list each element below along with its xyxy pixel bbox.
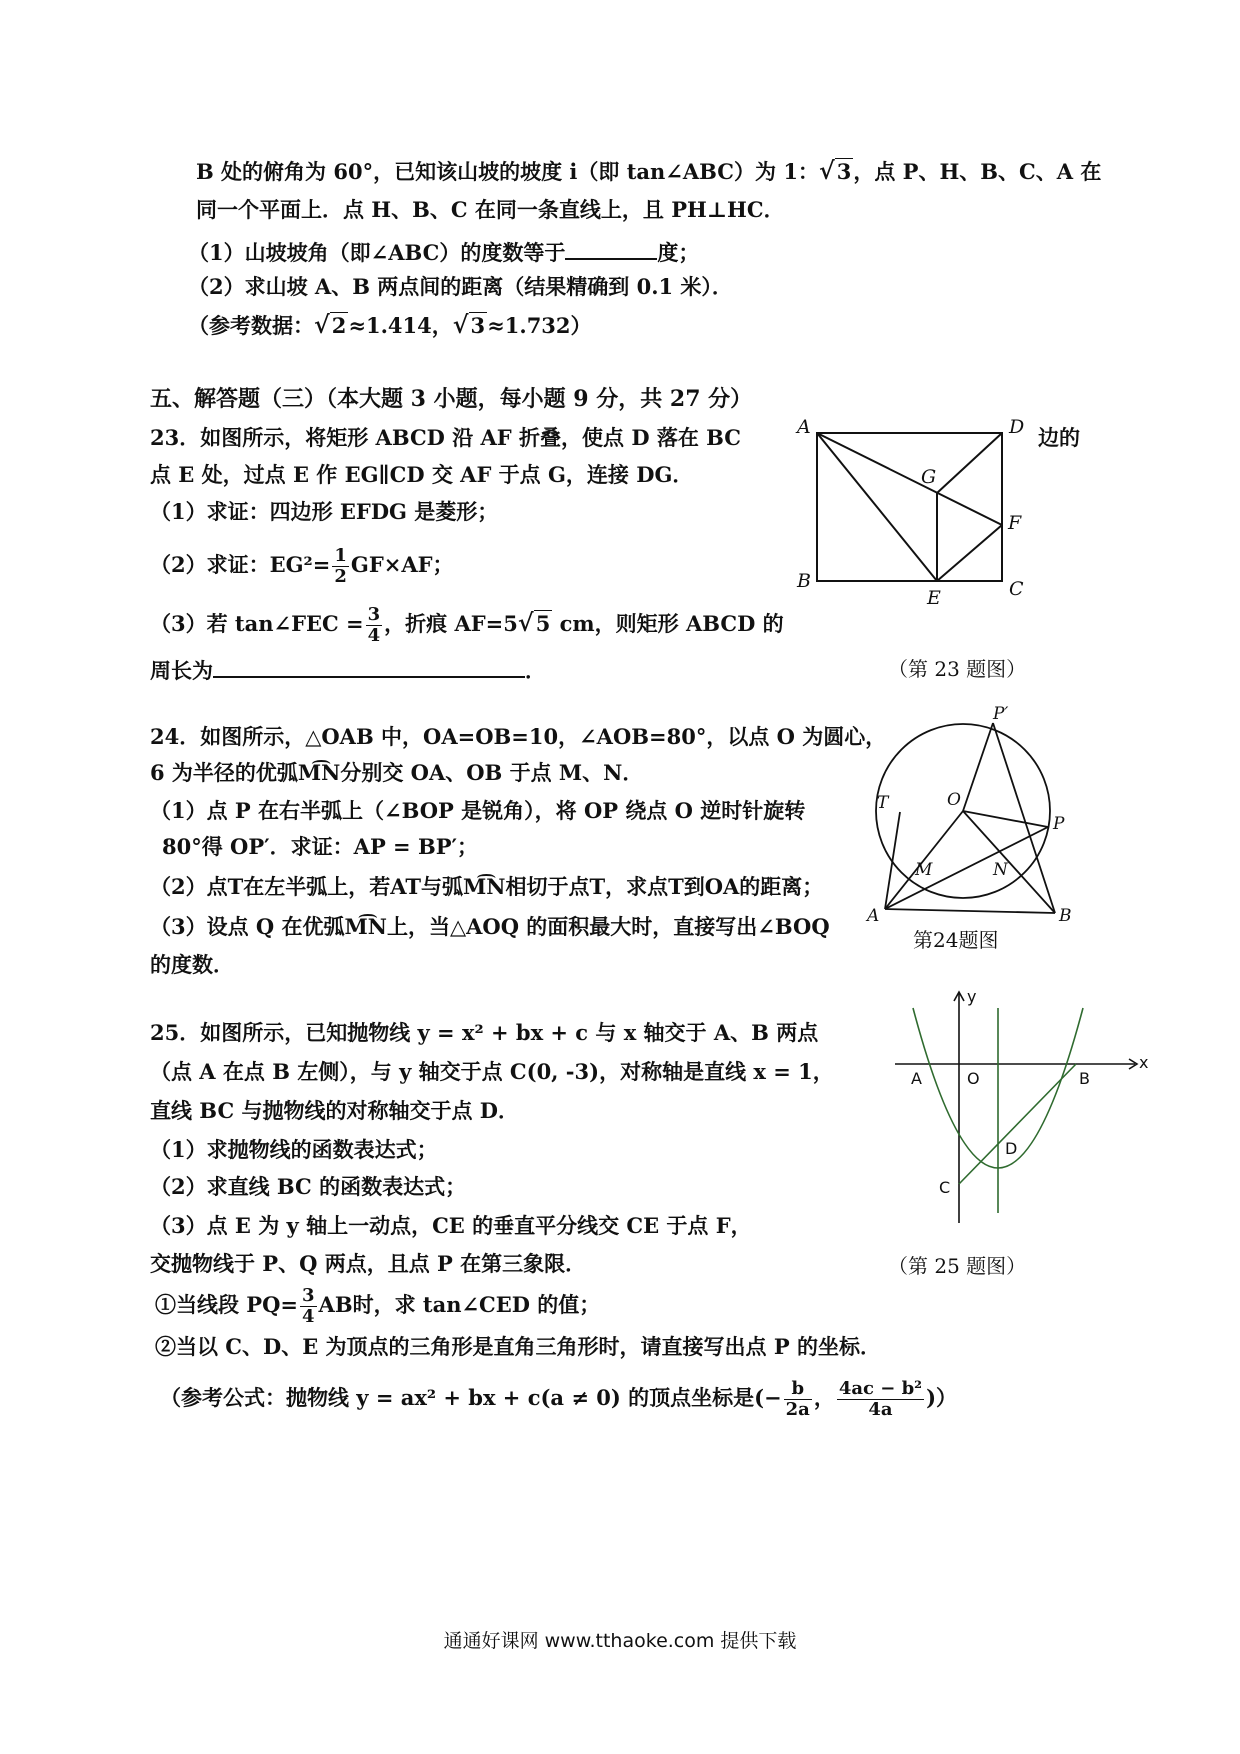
q25-sub1 [155, 1278, 600, 1332]
q23-line1-tail: 边的 [1038, 425, 1080, 450]
q23-rect [817, 433, 1002, 581]
q25-sub1-text: ①当线段 PQ= [155, 1292, 298, 1317]
q23-part2-text-b: GF×AF； [350, 552, 454, 577]
q25-line2: （点 A 在点 B 左侧），与 y 轴交于点 C(0, -3)，对称轴是直线 x = 1， [150, 1059, 834, 1084]
q24-segment-ab [885, 909, 1055, 913]
q22-line2: 同一个平面上．点 H、B、C 在同一条直线上，且 PH⊥HC． [196, 197, 785, 222]
q23-line-ef [937, 525, 1002, 581]
q22-sqrt3: √3 [818, 156, 852, 185]
q24-line2: 6 为半径的优弧M͡N分别交 OA、OB 于点 M、N． [150, 760, 644, 785]
q25-label-d: D [1005, 1139, 1018, 1158]
q23-part3-text-c: cm，则矩形 ABCD 的 [552, 611, 784, 636]
q25-formula-comma: ， [813, 1385, 835, 1410]
q24-part1b: 80°得 OP′．求证：AP = BP′； [162, 834, 479, 859]
q23-perimeter [150, 654, 546, 686]
q25-label-y: y [967, 988, 977, 1006]
q23-part3 [150, 596, 784, 650]
q22-line1 [196, 156, 1101, 187]
q23-figure [795, 415, 1030, 605]
q22-ref-sqrt2: √2 [314, 310, 347, 339]
q25-part3b: 交抛物线于 P、Q 两点，且点 P 在第三象限． [150, 1251, 587, 1276]
q25-caption: （第 25 题图） [888, 1254, 1027, 1278]
q25-label-o: O [967, 1069, 980, 1088]
q25-label-x: x [1139, 1053, 1149, 1072]
q25-part1: （1）求抛物线的函数表达式； [150, 1137, 438, 1162]
q24-label-m: M [915, 860, 933, 880]
q25-formula [160, 1370, 957, 1426]
q22-line1-text-b: ，点 P、H、B、C、A 在 [853, 159, 1102, 184]
q23-part3-text: （3）若 tan∠FEC = [150, 611, 364, 636]
q23-part2 [150, 540, 454, 590]
q24-label-p: P [1053, 814, 1065, 834]
q25-part3: （3）点 E 为 y 轴上一动点，CE 的垂直平分线交 CE 于点 F， [150, 1213, 752, 1238]
q25-sub2: ②当以 C、D、E 为顶点的三角形是直角三角形时，请直接写出点 P 的坐标． [155, 1334, 881, 1359]
q22-ref-sqrt3: √3 [452, 310, 486, 339]
q24-figure [855, 705, 1080, 930]
q23-line-gd [937, 433, 1002, 493]
q22-ref-text: （参考数据： [188, 313, 314, 338]
q23-part2-text: （2）求证：EG²= [150, 552, 331, 577]
q24-label-o: O [947, 790, 961, 810]
q24-part1a: （1）点 P 在右半弧上（∠BOP 是锐角），将 OP 绕点 O 逆时针旋转 [150, 798, 806, 823]
q23-line2: 点 E 处，过点 E 作 EG∥CD 交 AF 于点 G，连接 DG． [150, 462, 694, 487]
q23-sqrt5: √5 [517, 608, 551, 637]
q24-line1: 24．如图所示，△OAB 中，OA=OB=10，∠AOB=80°，以点 O 为圆心， [150, 724, 887, 749]
q23-perimeter-text: 周长为 [150, 658, 213, 683]
q25-frac-34: $\frac{3}{4}$ [302, 1285, 315, 1327]
q23-frac-34: $\frac{3}{4}$ [367, 604, 381, 646]
q22-part1-unit: 度； [657, 240, 700, 265]
q23-label-c: C [1009, 578, 1024, 600]
q25-part2: （2）求直线 BC 的函数表达式； [150, 1174, 467, 1199]
q25-label-c: C [939, 1178, 951, 1197]
q23-caption: （第 23 题图） [888, 657, 1027, 681]
section5-heading: 五、解答题（三）（本大题 3 小题，每小题 9 分，共 27 分） [150, 386, 753, 412]
q24-segment-op2 [963, 723, 993, 811]
q23-label-a: A [797, 416, 811, 438]
q24-label-n: N [993, 860, 1008, 880]
q23-frac-half: $\frac{1}{2}$ [334, 545, 347, 587]
q24-label-t: T [877, 793, 889, 813]
page-footer: 通通好课网 www.tthaoke.com 提供下载 [443, 1630, 797, 1652]
q24-part3a: （3）设点 Q 在优弧M͡N上，当△AOQ 的面积最大时，直接写出∠BOQ [150, 914, 830, 939]
q24-part2: （2）点T在左半弧上，若AT与弧M͡N相切于点T，求点T到OA的距离； [150, 874, 824, 899]
q24-segment-ap [885, 827, 1048, 909]
q25-label-b: B [1079, 1069, 1090, 1088]
q24-segment-at [885, 812, 900, 909]
q23-part1: （1）求证：四边形 EFDG 是菱形； [150, 499, 499, 524]
q25-formula-end: )） [926, 1385, 957, 1410]
q23-perimeter-end: ． [525, 658, 546, 683]
q25-frac-vertex-x: $\frac{b}{2a}$ [785, 1378, 810, 1420]
q25-frac-vertex-y: $\frac{\text{4ac − b²}}{4a}$ [838, 1378, 923, 1420]
q25-figure [895, 988, 1150, 1238]
q22-line1-text: B 处的俯角为 60°，已知该山坡的坡度 i（即 tan∠ABC）为 1： [196, 159, 819, 184]
q23-label-f: F [1008, 512, 1022, 534]
q22-ref-text-b: ≈1.414， [348, 313, 453, 338]
q23-label-d: D [1009, 416, 1025, 438]
q22-answer-blank[interactable] [565, 236, 657, 260]
q22-part2: （2）求山坡 A、B 两点间的距离（结果精确到 0.1 米）． [188, 274, 733, 299]
q22-part1-text: （1）山坡坡角（即∠ABC）的度数等于 [188, 240, 566, 265]
q24-caption: 第24题图 [913, 928, 999, 952]
q22-ref-text-c: ≈1.732） [487, 313, 592, 338]
q24-label-p-prime: P′ [993, 705, 1009, 724]
q23-line1: 23．如图所示，将矩形 ABCD 沿 AF 折叠，使点 D 落在 BC [150, 425, 742, 450]
q24-label-b: B [1059, 906, 1072, 926]
q25-line3: 直线 BC 与抛物线的对称轴交于点 D． [150, 1098, 519, 1123]
q23-label-g: G [921, 466, 937, 488]
q22-ref [188, 310, 592, 341]
q25-line1: 25．如图所示，已知抛物线 y = x² + bx + c 与 x 轴交于 A、B 两点 [150, 1020, 819, 1045]
q23-part3-text-b: ，折痕 AF=5 [384, 611, 518, 636]
q23-line-ae [817, 433, 937, 581]
q23-answer-blank[interactable] [213, 654, 525, 678]
q23-label-e: E [927, 587, 941, 605]
q25-sub1-text-b: AB时，求 tan∠CED 的值； [318, 1292, 601, 1317]
q23-label-b: B [797, 570, 811, 592]
q25-formula-text: （参考公式：抛物线 y = ax² + bx + c(a ≠ 0) 的顶点坐标是(− [160, 1385, 782, 1410]
q23-fold-line-af [817, 433, 1002, 525]
q24-part3b: 的度数． [150, 952, 234, 977]
q22-part1 [188, 236, 699, 268]
q24-label-a: A [867, 906, 880, 926]
q25-label-a: A [911, 1069, 922, 1088]
